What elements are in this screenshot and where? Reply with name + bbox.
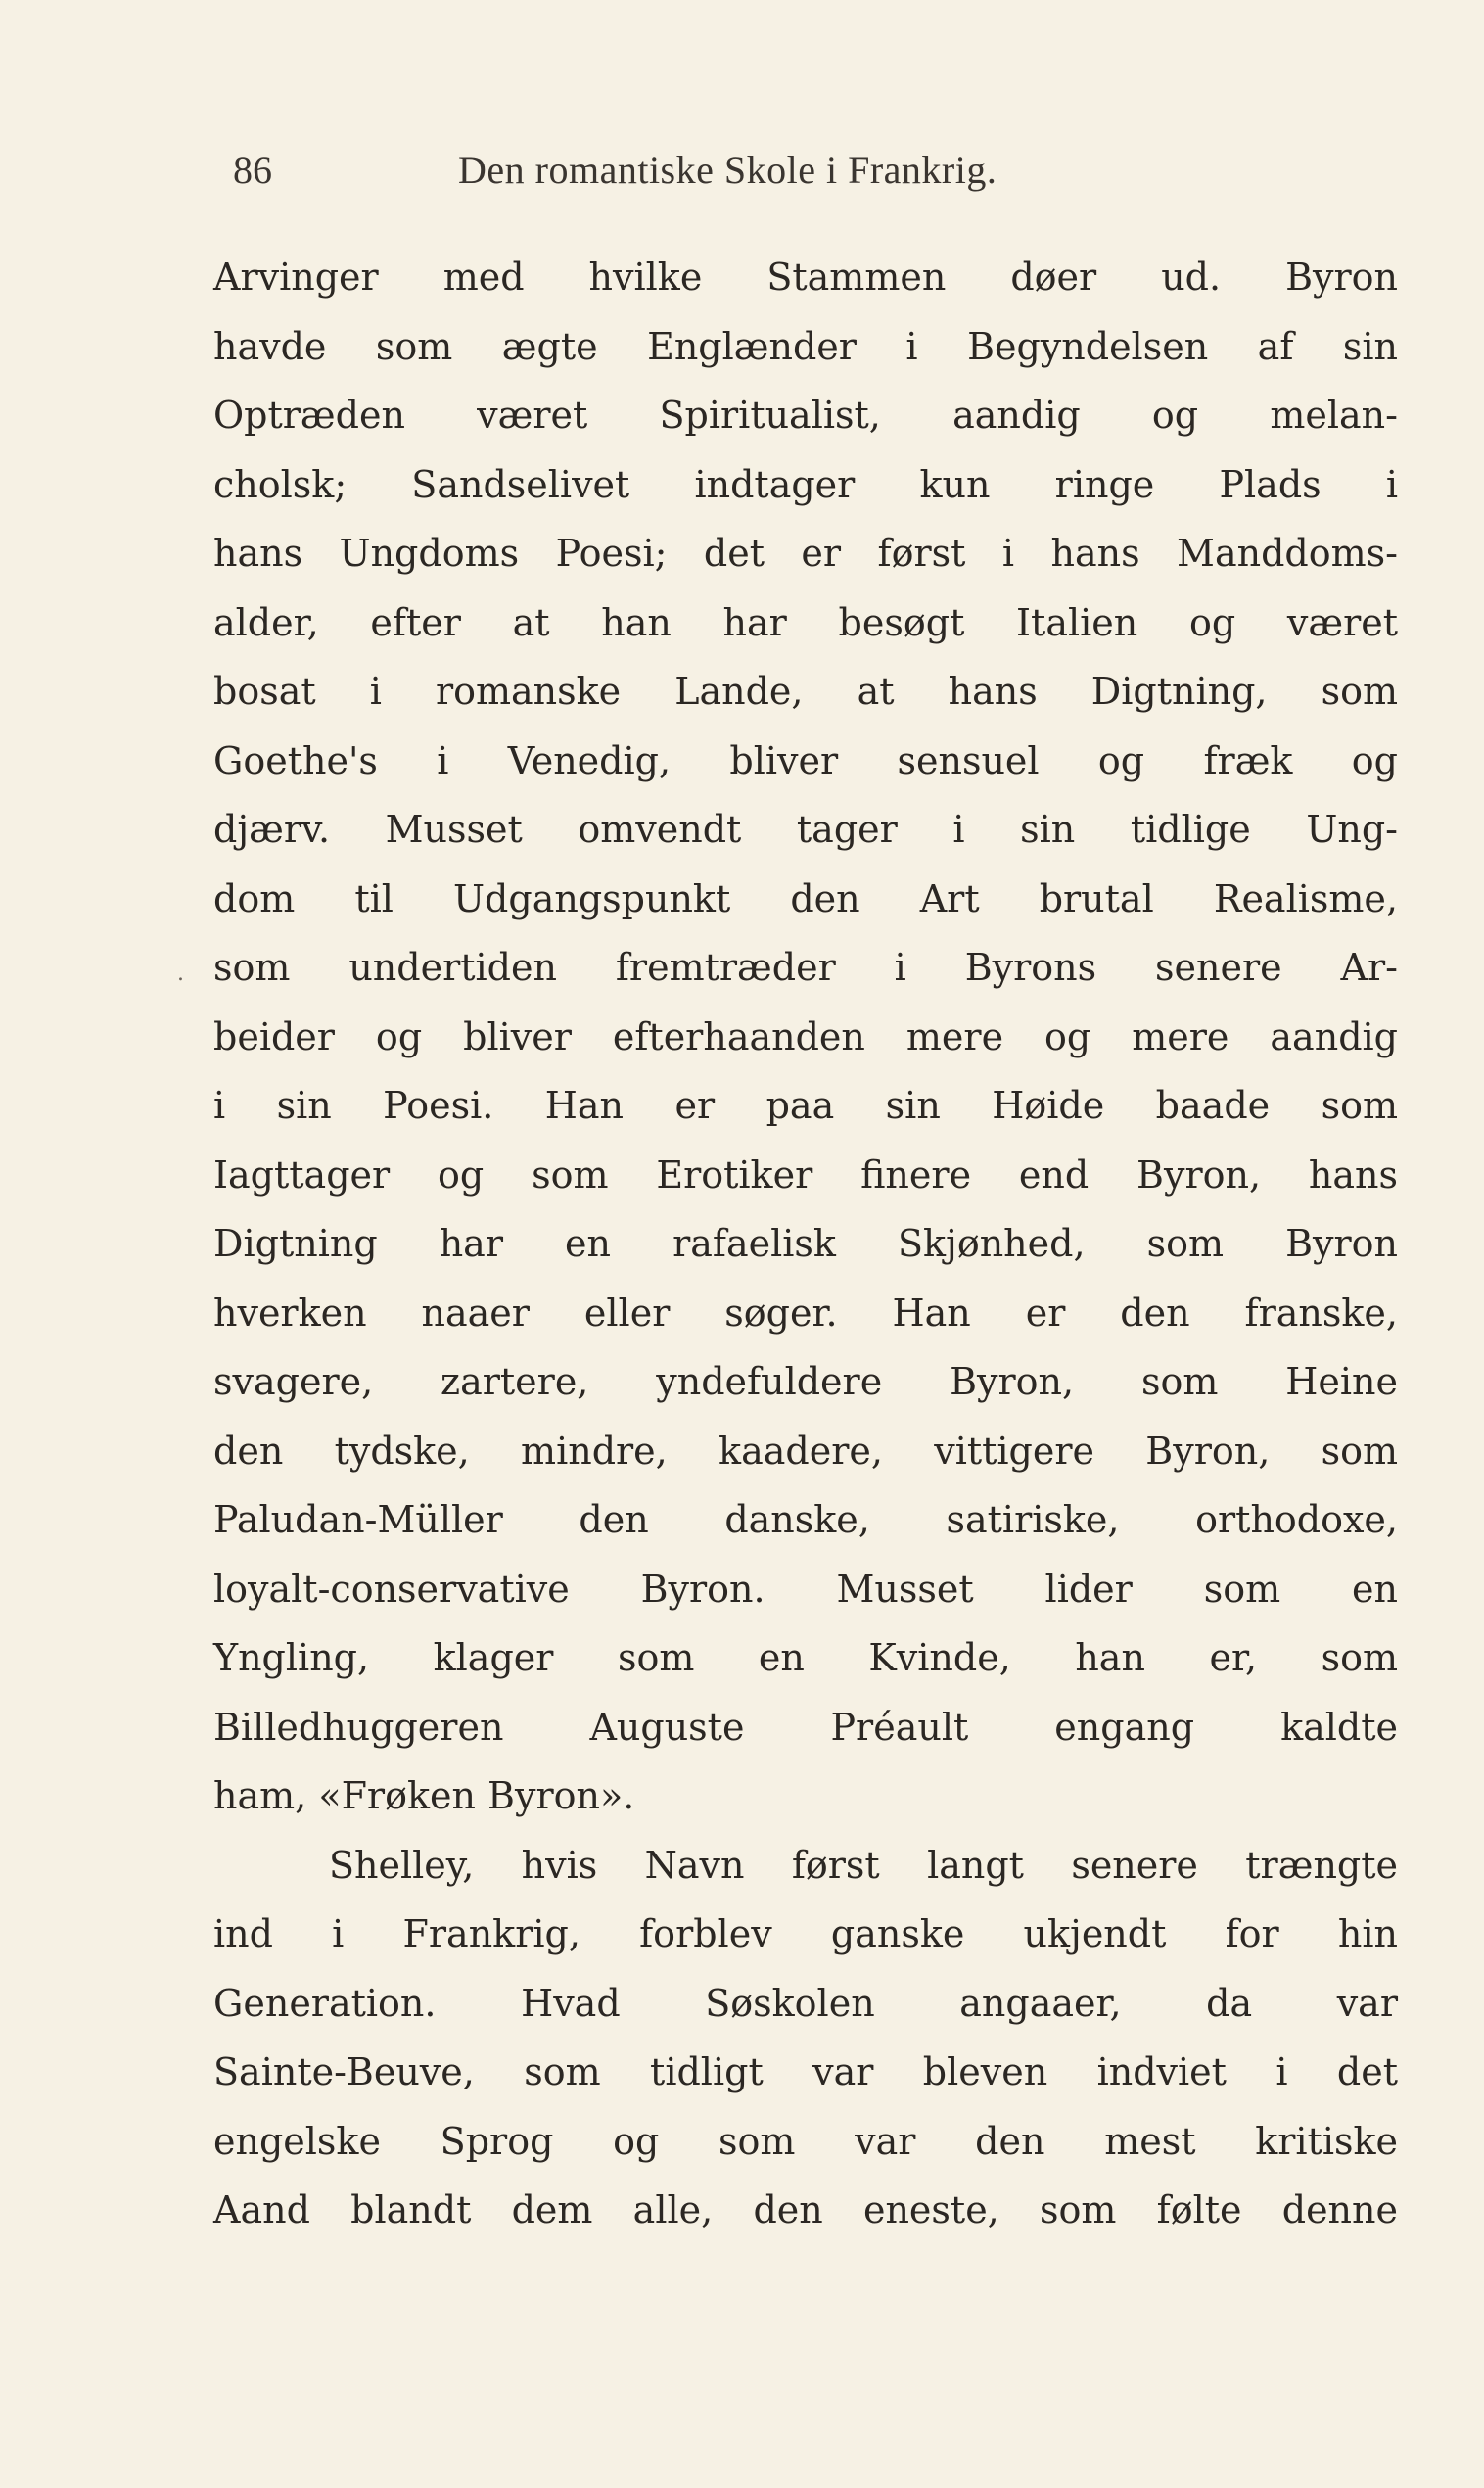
page-number: 86 xyxy=(233,148,272,192)
text-line: ind i Frankrig, forblev ganske ukjendt for hin xyxy=(213,1912,1398,1955)
text-line: den tydske, mindre, kaadere, vittigere Byron, som xyxy=(213,1429,1398,1473)
paragraph-end-line: ham, «Frøken Byron». xyxy=(213,1774,635,1817)
text-line: alder, efter at han har besøgt Italien og været xyxy=(213,600,1398,644)
text-line: i sin Poesi. Han er paa sin Høide baade som xyxy=(213,1084,1398,1127)
text-line: loyalt-conservative Byron. Musset lider som en xyxy=(213,1567,1398,1611)
text-line: svagere, zartere, yndefuldere Byron, som Heine xyxy=(213,1360,1398,1403)
text-line: bosat i romanske Lande, at hans Digtning, som xyxy=(213,670,1398,713)
text-line: Billedhuggeren Auguste Préault engang kaldte xyxy=(213,1705,1398,1749)
text-line: Goethe's i Venedig, bliver sensuel og fræk og xyxy=(213,738,1398,782)
page-header xyxy=(233,147,1398,196)
running-head: Den romantiske Skole i Frankrig. xyxy=(458,148,997,192)
text-line: dom til Udgangspunkt den Art brutal Realisme, xyxy=(213,876,1398,920)
text-line: hverken naaer eller søger. Han er den franske, xyxy=(213,1291,1398,1335)
text-line: Optræden været Spiritualist, aandig og melan- xyxy=(213,394,1398,437)
body-text xyxy=(213,243,1398,2279)
text-line: hans Ungdoms Poesi; det er først i hans Manddoms- xyxy=(213,532,1398,575)
text-line: Generation. Hvad Søskolen angaaer, da var xyxy=(213,1981,1398,2025)
text-line: djærv. Musset omvendt tager i sin tidlige Ung- xyxy=(213,808,1398,851)
text-line: Yngling, klager som en Kvinde, han er, som xyxy=(213,1636,1398,1679)
text-line: beider og bliver efterhaanden mere og mere aandig xyxy=(213,1014,1398,1058)
margin-mark: . xyxy=(177,962,184,986)
text-line: Iagttager og som Erotiker finere end Byron, hans xyxy=(213,1152,1398,1197)
text-line: havde som ægte Englænder i Begyndelsen af sin xyxy=(213,324,1398,368)
text-line: cholsk; Sandselivet indtager kun ringe Plads i xyxy=(213,462,1398,506)
text-line: Arvinger med hvilke Stammen døer ud. Byron xyxy=(213,256,1398,299)
paragraph-start-line: Shelley, hvis Navn først langt senere trængte xyxy=(329,1843,1398,1887)
text-line: engelske Sprog og som var den mest kritiske xyxy=(213,2119,1398,2163)
text-line: som undertiden fremtræder i Byrons senere Ar- xyxy=(213,946,1398,989)
text-line: Aand blandt dem alle, den eneste, som følte denne xyxy=(213,2188,1398,2231)
text-line: Sainte-Beuve, som tidligt var bleven indviet i det xyxy=(213,2050,1398,2093)
text-line: Paludan-Müller den danske, satiriske, orthodoxe, xyxy=(213,1498,1398,1541)
text-line: Digtning har en rafaelisk Skjønhed, som Byron xyxy=(213,1222,1398,1265)
